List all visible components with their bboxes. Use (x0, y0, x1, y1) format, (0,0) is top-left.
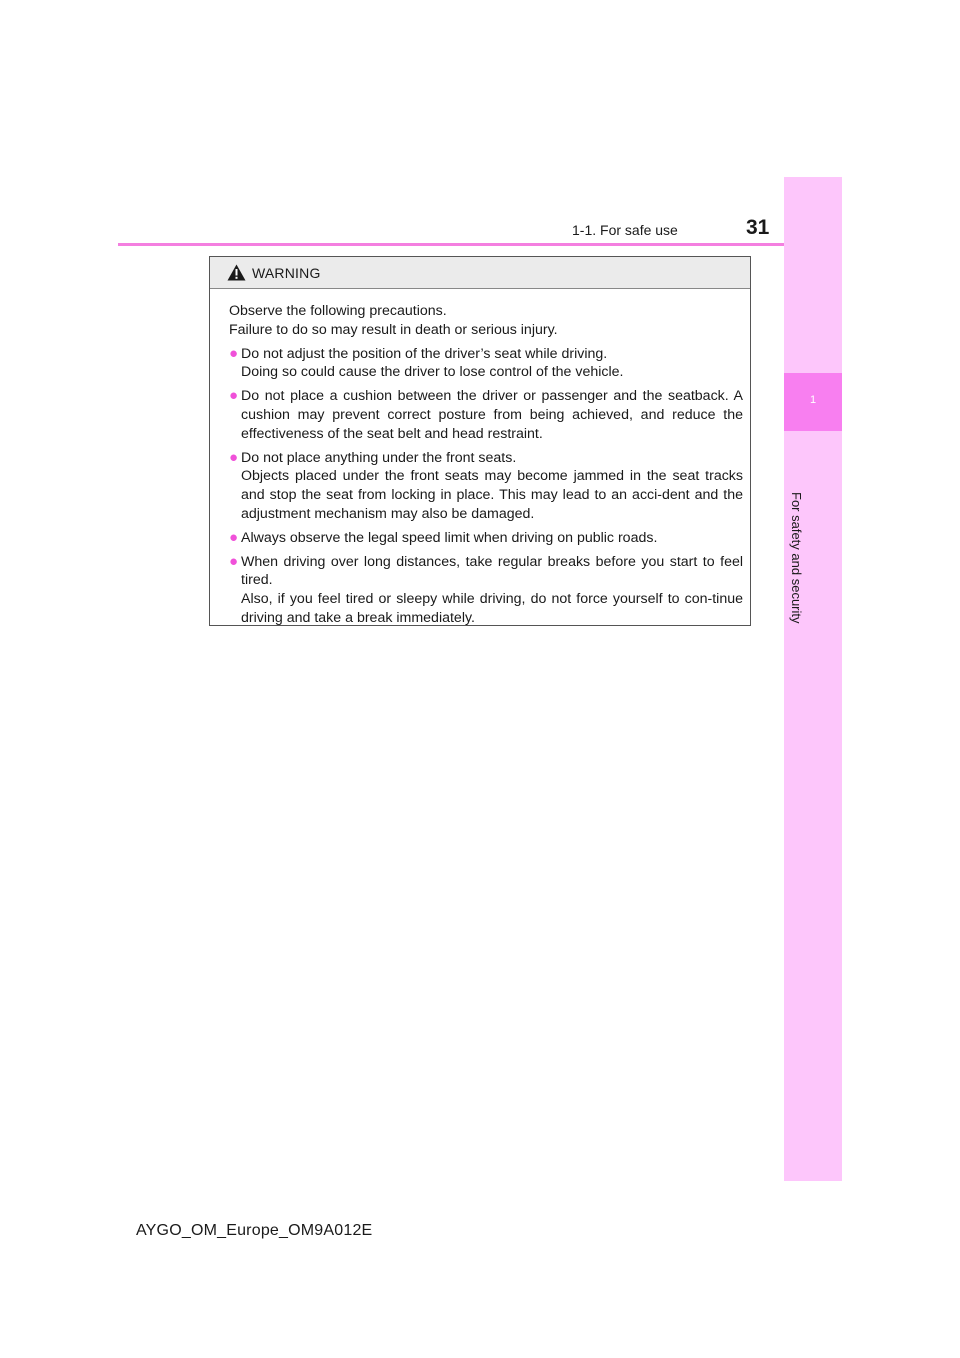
chapter-side-tab (784, 177, 842, 1181)
section-title: 1-1. For safe use (572, 222, 678, 238)
warning-intro-line: Failure to do so may result in death or serious injury. (229, 321, 558, 338)
document-id: AYGO_OM_Europe_OM9A012E (136, 1222, 373, 1239)
bullet-icon: ● (229, 552, 239, 570)
warning-item (229, 345, 743, 383)
warning-header (210, 257, 750, 289)
warning-item-text: Do not adjust the position of the driver’s seat while driving. (241, 345, 608, 362)
bullet-icon: ● (229, 344, 239, 362)
warning-item (229, 387, 743, 443)
warning-item (229, 449, 743, 524)
bullet-icon: ● (229, 528, 239, 546)
warning-item (229, 529, 743, 548)
warning-item (229, 553, 743, 628)
warning-item-text: Also, if you feel tired or sleepy while driving, do not force yourself to con-tinue driving and take a break immediately. (241, 591, 743, 626)
warning-item-text: Objects placed under the front seats may become jammed in the seat tracks and stop the seat from locking in place. This may lead to an acci-dent and the adjustment mechanism may also be damaged. (241, 468, 743, 522)
chapter-number: 1 (809, 394, 817, 406)
warning-item-text: Doing so could cause the driver to lose control of the vehicle. (241, 364, 624, 381)
warning-triangle-icon (227, 264, 246, 281)
page-number: 31 (746, 216, 770, 239)
warning-title: WARNING (252, 264, 321, 281)
warning-item-text: Do not place a cushion between the driver or passenger and the seatback. A cushion may prevent correct posture from being achieved, and reduce the effectiveness of the seat belt and head restraint. (241, 388, 743, 442)
warning-item-text: When driving over long distances, take regular breaks before you start to feel tired. (241, 553, 743, 589)
warning-box (209, 256, 751, 626)
warning-item-text: Do not place anything under the front seats. (241, 449, 517, 466)
bullet-icon: ● (229, 387, 239, 405)
warning-item-text: Always observe the legal speed limit when driving on public roads. (241, 529, 658, 546)
header-rule (118, 243, 842, 246)
chapter-title: For safety and security (789, 492, 804, 624)
warning-body (210, 289, 750, 628)
warning-intro-line: Observe the following precautions. (229, 303, 447, 319)
bullet-icon: ● (229, 448, 239, 466)
